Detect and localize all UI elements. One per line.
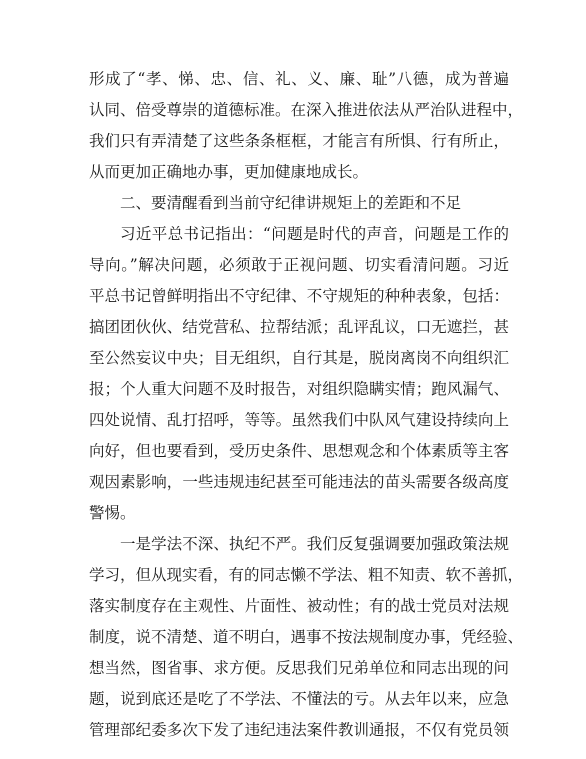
paragraph-2-line-9: 观因素影响，一些违规违纪甚至可能违法的苗头需要各级高度 [89,473,509,491]
paragraph-1-line-2: 认同、倍受尊崇的道德标准。在深入推进依法从严治队进程中， [89,101,524,119]
paragraph-2-line-4: 搞团团伙伙、结党营私、拉帮结派；乱评乱议，口无遮拦，甚 [89,318,509,336]
paragraph-1-line-1: 形成了“孝、悌、忠、信、礼、义、廉、耻”八德，成为普遍 [89,70,509,88]
paragraph-2-line-7: 四处说情、乱打招呼，等等。虽然我们中队风气建设持续向上 [89,411,509,429]
paragraph-2-line-1: 习近平总书记指出：“问题是时代的声音，问题是工作的 [120,225,509,243]
paragraph-3-line-1: 一是学法不深、执纪不严。我们反复强调要加强政策法规 [120,535,509,553]
paragraph-2-line-3: 平总书记曾鲜明指出不守纪律、不守规矩的种种表象，包括： [89,287,509,305]
paragraph-3-line-3: 落实制度存在主观性、片面性、被动性；有的战士党员对法规 [89,597,509,615]
paragraph-2-line-6: 报；个人重大问题不及时报告，对组织隐瞒实情；跑风漏气、 [89,380,509,398]
paragraph-1-line-4: 从而更加正确地办事，更加健康地成长。 [89,163,369,181]
paragraph-1-line-3: 我们只有弄清楚了这些条条框框，才能言有所惧、行有所止， [89,132,509,150]
paragraph-2-line-5: 至公然妄议中央；目无组织，自行其是，脱岗离岗不向组织汇 [89,349,509,367]
paragraph-2-line-2: 导向。”解决问题，必须敢于正视问题、切实看清问题。习近 [89,256,509,274]
paragraph-3-line-4: 制度，说不清楚、道不明白，遇事不按法规制度办事，凭经验、 [89,628,524,646]
paragraph-2-line-8: 向好，但也要看到，受历史条件、思想观念和个体素质等主客 [89,442,509,460]
paragraph-3-line-2: 学习，但从现实看，有的同志懒不学法、粗不知责、软不善抓， [89,566,524,584]
paragraph-2-line-10: 警惕。 [89,504,136,522]
paragraph-3-line-5: 想当然，图省事、求方便。反思我们兄弟单位和同志出现的问 [89,659,509,677]
paragraph-3-line-7: 管理部纪委多次下发了违纪违法案件教训通报，不仅有党员领 [89,721,509,739]
section-heading: 二、要清醒看到当前守纪律讲规矩上的差距和不足 [120,194,462,212]
paragraph-3-line-6: 题，说到底还是吃了不学法、不懂法的亏。从去年以来，应急 [89,690,509,708]
